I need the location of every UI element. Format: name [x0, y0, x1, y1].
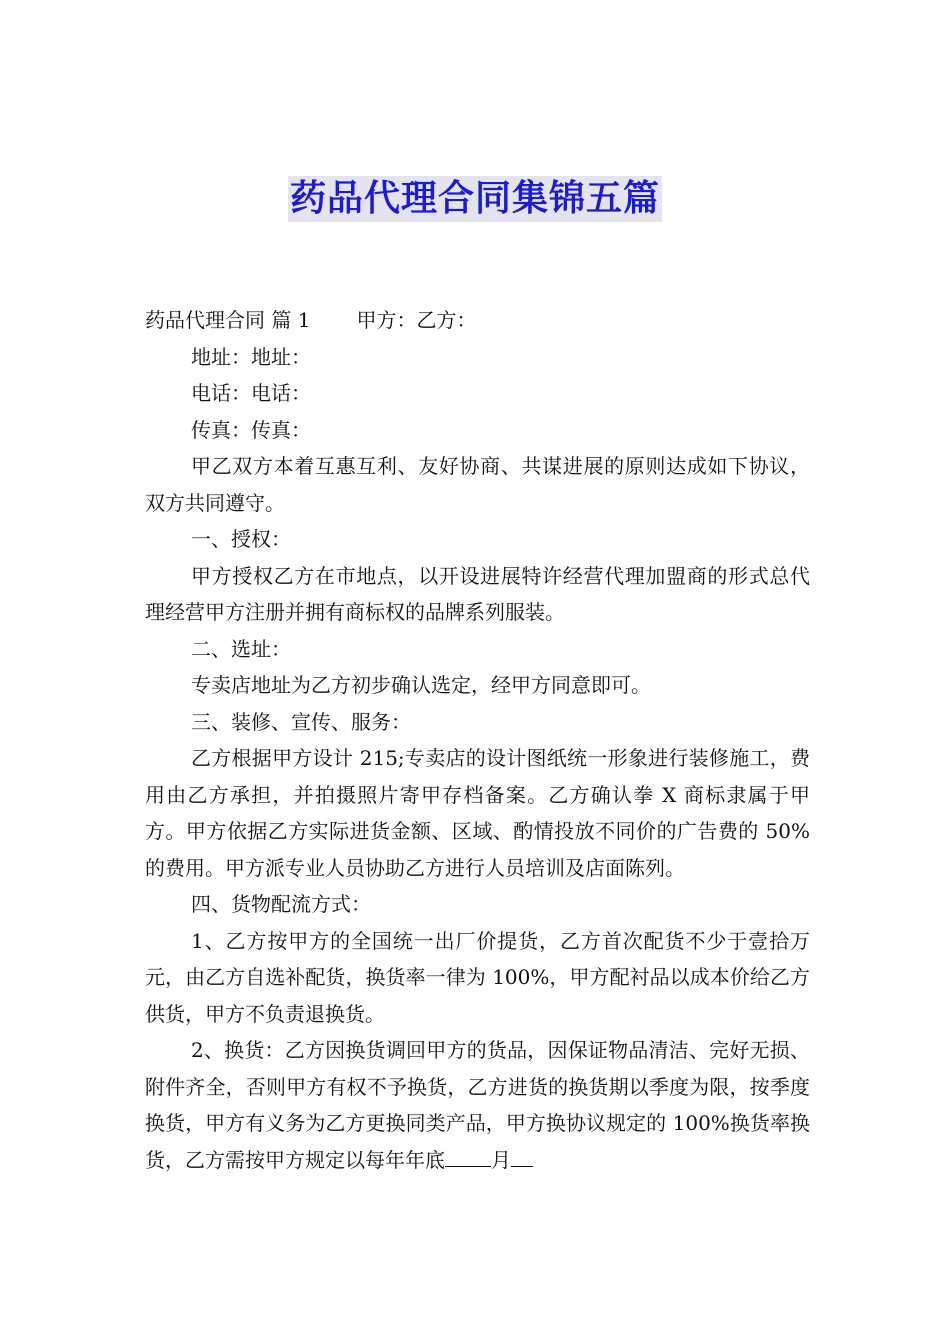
- clause-4-title: 四、货物配流方式：: [191, 892, 371, 916]
- clause-4-item-1: 1、乙方按甲方的全国统一出厂价提货，乙方首次配货不少于壹拾万元，由乙方自选补配货，换货率一律为 100%，甲方配衬品以成本价给乙方供货，甲方不负责退换货。: [145, 928, 810, 1026]
- clause-1-title: 一、授权：: [191, 527, 291, 551]
- parties-line: 甲方：乙方：: [356, 308, 477, 332]
- section-heading: 药品代理合同 篇 1: [145, 308, 311, 332]
- clause-4-item-2-paragraph: [145, 1032, 810, 1178]
- clause-4-item-2: 2、换货：乙方因换货调回甲方的货品，因保证物品清洁、完好无损、附件齐全，否则甲方有权不予换货，乙方进货的换货期以季度为限，按季度换货，甲方有义务为乙方更换同类产品，甲方换协议规定的 100%换货率换货，乙方需按甲方规定以每年年底: [145, 1038, 810, 1172]
- document-body: [145, 302, 810, 1178]
- clause-2-title: 二、选址：: [191, 636, 291, 661]
- phone-line: 电话：电话：: [191, 381, 311, 405]
- fax-line: 传真：传真：: [191, 417, 311, 442]
- blank-underline: [445, 1146, 491, 1167]
- clause-1-text: 甲方授权乙方在市地点，以开设进展特许经营代理加盟商的形式总代理经营甲方注册并拥有商标权的品牌系列服装。: [145, 563, 810, 624]
- month-label: 月: [491, 1147, 511, 1172]
- clause-3-title: 三、装修、宣传、服务：: [191, 709, 411, 734]
- intro-paragraph: 甲乙双方本着互惠互利、友好协商、共谋进展的原则达成如下协议，双方共同遵守。: [145, 454, 810, 515]
- address-line: 地址：地址：: [191, 344, 311, 369]
- document-title: 药品代理合同集锦五篇: [288, 176, 662, 222]
- clause-2-text: 专卖店地址为乙方初步确认选定，经甲方同意即可。: [191, 673, 651, 697]
- blank-underline: [511, 1146, 533, 1167]
- clause-3-text: 乙方根据甲方设计 215;专卖店的设计图纸统一形象进行装修施工，费用由乙方承担，并拍摄照片寄甲存档备案。乙方确认拳 X 商标隶属于甲方。甲方依据乙方实际进货金额、区域、酌情投放不同价的广告费的 50%的费用。甲方派专业人员协助乙方进行人员培训及店面陈列。: [145, 746, 810, 880]
- heading-line: [145, 302, 810, 339]
- title-container: [0, 176, 950, 222]
